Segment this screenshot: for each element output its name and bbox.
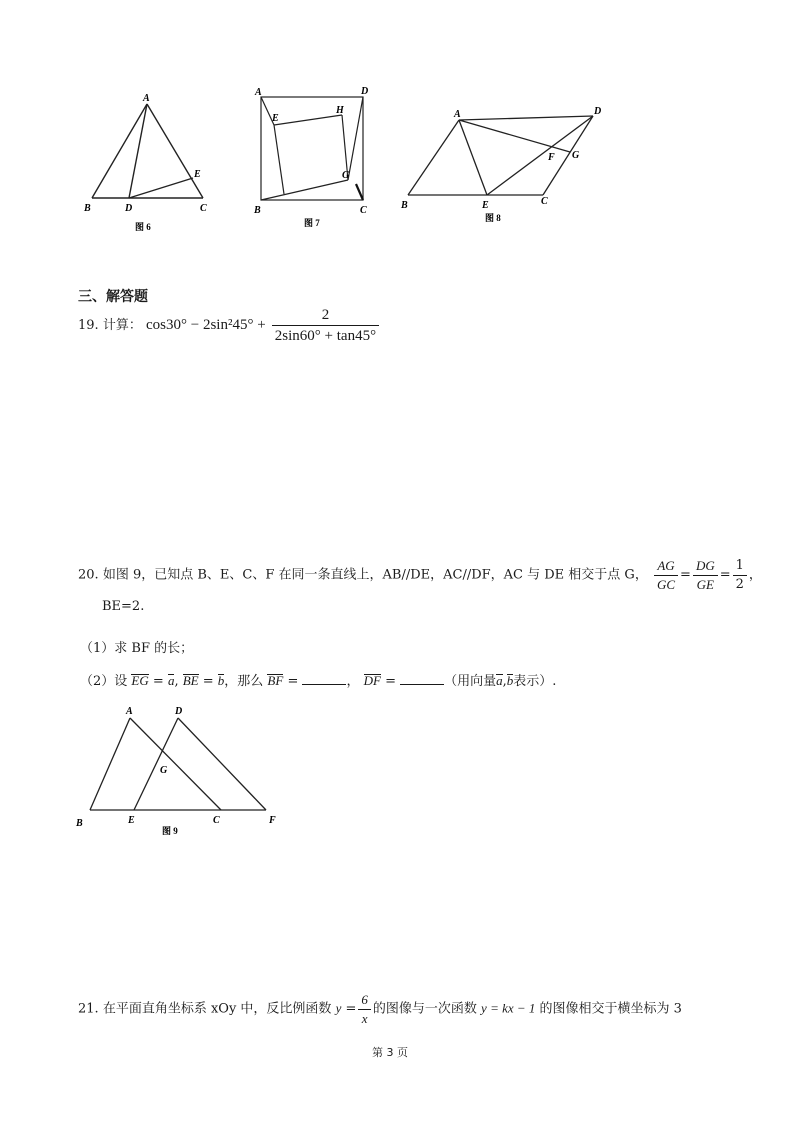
fig9-label-g: G: [160, 765, 168, 776]
q20-part-2: （2）设 EG = a, BE = b，那么 BF = ， DF = （用向量a,b表示）.: [80, 673, 557, 689]
fig7-label-d: D: [361, 86, 369, 97]
question-19: [78, 306, 381, 345]
q19-fraction-denominator: 2sin60° + tan45°: [274, 328, 377, 344]
figure-8-drawing: [398, 100, 613, 230]
q21-fraction-denominator: x: [361, 1010, 368, 1026]
q20-vector-df: DF: [363, 673, 381, 688]
figure-6-drawing: [80, 88, 230, 238]
question-20: 20. 如图 9，已知点 B、E、C、F 在同一条直线上，AB//DE，AC//DF，AC 与 DE 相交于点 G， $\frac{AG}{GC}$ = $\frac{DG}{GE}$ = $\frac{1}{2}$ ，: [78, 558, 762, 592]
q20-vector-b: b: [217, 673, 225, 688]
figure-6: [80, 88, 230, 238]
fig8-label-c: C: [541, 196, 548, 207]
fig7-label-e: E: [272, 113, 279, 124]
fig7-label-c: C: [360, 205, 367, 216]
q20-ratio-ag-gc: [654, 558, 678, 592]
q20-number: 20.: [78, 567, 99, 583]
fig9-label-b: B: [76, 818, 83, 829]
q20-vector-be: BE: [182, 673, 199, 688]
fig8-label-b: B: [401, 200, 408, 211]
fig8-label-g: G: [572, 150, 580, 161]
figure-7: [248, 82, 383, 232]
q19-number: 19.: [78, 318, 99, 333]
q20-part-2-prefix: （2）设: [80, 674, 128, 689]
figure-9-drawing: [72, 700, 292, 845]
fig7-caption: 图 7: [304, 218, 320, 228]
fig7-label-h: H: [336, 105, 344, 116]
q20-ratio-two: 2: [735, 576, 744, 592]
fig8-label-f: F: [548, 152, 555, 163]
q21-text-a: 在平面直角坐标系 xOy 中，反比例函数: [102, 1001, 332, 1017]
fig9-label-d: D: [175, 706, 183, 717]
q20-ratio-dg: DG: [693, 558, 718, 576]
q20-vector-eg: EG: [131, 673, 149, 688]
q19-fraction-numerator: 2: [272, 306, 379, 326]
fig9-label-e: E: [128, 815, 135, 826]
q19-prompt: 计算：: [102, 318, 142, 333]
fig9-caption: 图 9: [162, 826, 178, 836]
q20-hint-vector-b: b: [506, 673, 514, 688]
q20-ratio-ge: GE: [696, 576, 714, 592]
q20-vector-bf: BF: [267, 673, 284, 688]
fig8-label-a: A: [454, 109, 461, 120]
q20-text-2: BE=2.: [102, 599, 145, 614]
q21-number: 21.: [78, 1001, 99, 1017]
fig9-label-a: A: [126, 706, 133, 717]
q20-ratio-gc: GC: [656, 576, 676, 592]
fig8-label-d: D: [594, 106, 602, 117]
q21-fraction: [358, 992, 371, 1026]
figure-7-drawing: [248, 82, 383, 232]
fig6-label-b: B: [84, 203, 91, 214]
q19-expression-left: cos30° − 2sin²45° +: [145, 317, 266, 333]
q20-vector-a: a: [167, 673, 175, 688]
q20-part-1: （1）求 BF 的长；: [80, 641, 194, 656]
q20-text-1: 如图 9，已知点 B、E、C、F 在同一条直线上，AB//DE，AC//DF，AC 与 DE 相交于点 G，: [102, 567, 648, 583]
fig6-caption: 图 6: [135, 222, 151, 232]
fig6-label-a: A: [143, 93, 150, 104]
fig8-caption: 图 8: [485, 213, 501, 223]
page-number: 第 3 页: [372, 1046, 408, 1059]
q19-fraction: [272, 306, 379, 345]
q20-answer-blank-df[interactable]: [400, 672, 444, 685]
fig7-label-a: A: [255, 87, 262, 98]
fig6-label-e: E: [194, 169, 201, 180]
fig9-label-c: C: [213, 815, 220, 826]
q20-ratio-ag: AG: [654, 558, 678, 576]
q21-text-b: 的图像与一次函数: [372, 1001, 477, 1017]
fig6-label-c: C: [200, 203, 207, 214]
q21-linear-function: y = kx − 1: [481, 1000, 536, 1016]
question-21: 21. 在平面直角坐标系 xOy 中，反比例函数 y = $\frac{6}{x}$ 的图像与一次函数 y = kx − 1 的图像相交于横坐标为 3: [78, 992, 682, 1026]
q20-ratio-dg-ge: [693, 558, 718, 592]
fig7-label-b: B: [254, 205, 261, 216]
q20-ratio-one: 1: [733, 558, 747, 576]
q20-hint-vector-a: a: [496, 673, 503, 688]
section-title: 三、解答题: [78, 289, 148, 305]
q20-answer-blank-bf[interactable]: [302, 672, 346, 685]
q21-fraction-numerator: 6: [358, 992, 371, 1010]
fig9-label-f: F: [269, 815, 276, 826]
q20-part-2-end: 表示）.: [513, 674, 557, 689]
q20-part-2-mid: ，那么: [224, 674, 264, 689]
fig8-label-e: E: [482, 200, 489, 211]
figure-8: [398, 100, 613, 230]
q20-ratio-half: [733, 558, 747, 592]
figure-9: [72, 700, 292, 845]
q20-part-2-suffix: （用向量: [444, 674, 497, 689]
fig7-label-g: G: [342, 170, 350, 181]
fig6-label-d: D: [125, 203, 133, 214]
q21-text-c: 的图像相交于横坐标为 3: [539, 1001, 682, 1017]
